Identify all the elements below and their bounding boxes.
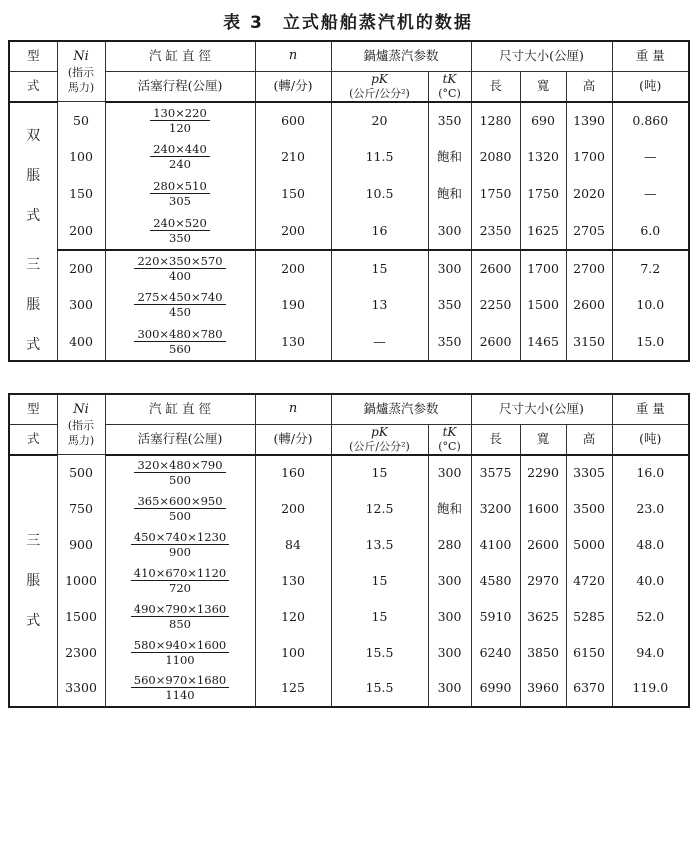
temperature-cell: 300	[428, 635, 471, 671]
table-row	[9, 455, 689, 491]
width-cell: 1600	[520, 491, 566, 527]
header-ni-sub: (指示	[67, 66, 95, 80]
table-1-body	[9, 102, 689, 361]
cylinder-diameters: 130×220	[150, 107, 210, 121]
piston-stroke: 500	[169, 508, 191, 523]
cylinder-diameters: 450×740×1230	[131, 531, 229, 545]
cylinder-fraction	[131, 674, 229, 701]
cylinder-diameters: 365×600×950	[134, 495, 225, 509]
length-cell: 4580	[471, 563, 520, 599]
ni-cell: 100	[57, 139, 105, 176]
cylinder-diameters: 240×520	[150, 217, 210, 231]
cylinder-fraction	[134, 291, 225, 318]
weight-cell: 48.0	[612, 527, 689, 563]
type-char: 脹	[26, 572, 41, 589]
ni-cell: 150	[57, 176, 105, 213]
table-row	[9, 287, 689, 324]
piston-stroke: 400	[169, 268, 191, 283]
table-row	[9, 671, 689, 707]
rpm-cell: 120	[255, 599, 331, 635]
height-cell: 2600	[566, 287, 612, 324]
length-cell: 2600	[471, 324, 520, 361]
cylinder-fraction	[150, 180, 210, 207]
header-weight-unit: (吨)	[612, 424, 689, 455]
weight-cell: 23.0	[612, 491, 689, 527]
height-cell: 3500	[566, 491, 612, 527]
height-cell: 2700	[566, 250, 612, 287]
temperature-cell: 300	[428, 213, 471, 250]
header-n-unit: (轉/分)	[255, 424, 331, 455]
piston-stroke: 850	[169, 616, 191, 631]
ni-cell: 3300	[57, 671, 105, 707]
width-cell: 690	[520, 102, 566, 139]
cylinder-cell	[105, 213, 255, 250]
header-pk-unit: (公斤/公分²)	[349, 440, 410, 454]
cylinder-diameters: 490×790×1360	[131, 603, 229, 617]
header-ni	[57, 394, 105, 455]
ni-cell: 200	[57, 250, 105, 287]
header-tk-unit: (°C)	[438, 440, 461, 454]
width-cell: 2970	[520, 563, 566, 599]
height-cell: 3305	[566, 455, 612, 491]
height-cell: 1700	[566, 139, 612, 176]
type-char: 式	[26, 336, 41, 353]
width-cell: 3850	[520, 635, 566, 671]
pressure-cell: 15	[331, 563, 428, 599]
weight-cell: —	[612, 176, 689, 213]
header-ni-sub: (指示	[67, 419, 95, 433]
table-row	[9, 599, 689, 635]
header-cylinder: 汽 缸 直 徑	[105, 41, 255, 71]
cylinder-cell	[105, 491, 255, 527]
piston-stroke: 240	[169, 157, 191, 172]
height-cell: 2020	[566, 176, 612, 213]
cylinder-fraction	[131, 567, 229, 594]
cylinder-fraction	[150, 217, 210, 244]
weight-cell: 7.2	[612, 250, 689, 287]
temperature-cell: 350	[428, 324, 471, 361]
cylinder-cell	[105, 455, 255, 491]
header-pk	[331, 71, 428, 102]
cylinder-fraction	[131, 639, 229, 666]
header-pk-symbol: pK	[371, 71, 388, 86]
width-cell: 1750	[520, 176, 566, 213]
ni-cell: 500	[57, 455, 105, 491]
piston-stroke: 500	[169, 473, 191, 488]
temperature-cell: 300	[428, 671, 471, 707]
header-height: 高	[566, 424, 612, 455]
ni-cell: 200	[57, 213, 105, 250]
width-cell: 3625	[520, 599, 566, 635]
weight-cell: 119.0	[612, 671, 689, 707]
header-size: 尺寸大小(公厘)	[471, 41, 612, 71]
header-boiler: 鍋爐蒸汽参数	[331, 41, 471, 71]
weight-cell: 10.0	[612, 287, 689, 324]
cylinder-cell	[105, 324, 255, 361]
pressure-cell: 16	[331, 213, 428, 250]
pressure-cell: 20	[331, 102, 428, 139]
cylinder-diameters: 240×440	[150, 143, 210, 157]
rpm-cell: 600	[255, 102, 331, 139]
length-cell: 2080	[471, 139, 520, 176]
cylinder-cell	[105, 139, 255, 176]
spec-table-2	[8, 393, 690, 708]
ni-cell: 300	[57, 287, 105, 324]
header-ni	[57, 41, 105, 102]
header-type-bottom: 式	[9, 71, 57, 102]
length-cell: 2600	[471, 250, 520, 287]
pressure-cell: 13.5	[331, 527, 428, 563]
temperature-cell: 飽和	[428, 491, 471, 527]
cylinder-diameters: 280×510	[150, 180, 210, 194]
header-ni-symbol: Ni	[73, 49, 89, 65]
ni-cell: 50	[57, 102, 105, 139]
piston-stroke: 350	[169, 230, 191, 245]
width-cell: 2600	[520, 527, 566, 563]
weight-cell: 52.0	[612, 599, 689, 635]
pressure-cell: 12.5	[331, 491, 428, 527]
type-char: 三	[26, 532, 41, 549]
cylinder-diameters: 560×970×1680	[131, 674, 229, 688]
header-length: 長	[471, 71, 520, 102]
header-weight: 重 量	[612, 41, 689, 71]
pressure-cell: 15	[331, 250, 428, 287]
header-weight-unit: (吨)	[612, 71, 689, 102]
table-row	[9, 139, 689, 176]
ni-cell: 750	[57, 491, 105, 527]
table-row	[9, 250, 689, 287]
table-2-body	[9, 455, 689, 707]
height-cell: 2705	[566, 213, 612, 250]
header-n	[255, 394, 331, 424]
height-cell: 5000	[566, 527, 612, 563]
table-row	[9, 563, 689, 599]
header-n-unit: (轉/分)	[255, 71, 331, 102]
height-cell: 6370	[566, 671, 612, 707]
weight-cell: 15.0	[612, 324, 689, 361]
rpm-cell: 130	[255, 324, 331, 361]
header-stroke: 活塞行程(公厘)	[105, 424, 255, 455]
pressure-cell: 15.5	[331, 671, 428, 707]
piston-stroke: 900	[169, 544, 191, 559]
rpm-cell: 100	[255, 635, 331, 671]
ni-cell: 2300	[57, 635, 105, 671]
width-cell: 1625	[520, 213, 566, 250]
cylinder-fraction	[134, 328, 225, 355]
cylinder-fraction	[150, 143, 210, 170]
length-cell: 2250	[471, 287, 520, 324]
rpm-cell: 125	[255, 671, 331, 707]
cylinder-cell	[105, 599, 255, 635]
cylinder-cell	[105, 250, 255, 287]
header-tk	[428, 71, 471, 102]
weight-cell: 94.0	[612, 635, 689, 671]
rpm-cell: 210	[255, 139, 331, 176]
header-type-top: 型	[9, 41, 57, 71]
cylinder-diameters: 220×350×570	[134, 255, 225, 269]
piston-stroke: 120	[169, 120, 191, 135]
ni-cell: 900	[57, 527, 105, 563]
header-n-symbol: n	[288, 401, 298, 417]
header-width: 寬	[520, 71, 566, 102]
piston-stroke: 450	[169, 305, 191, 320]
width-cell: 3960	[520, 671, 566, 707]
pressure-cell: 11.5	[331, 139, 428, 176]
piston-stroke: 720	[169, 580, 191, 595]
piston-stroke: 1100	[165, 652, 195, 667]
temperature-cell: 300	[428, 455, 471, 491]
type-char: 三	[26, 256, 41, 273]
temperature-cell: 飽和	[428, 176, 471, 213]
length-cell: 1280	[471, 102, 520, 139]
type-cell	[9, 250, 57, 361]
table-row	[9, 635, 689, 671]
rpm-cell: 190	[255, 287, 331, 324]
pressure-cell: 10.5	[331, 176, 428, 213]
header-size: 尺寸大小(公厘)	[471, 394, 612, 424]
length-cell: 1750	[471, 176, 520, 213]
piston-stroke: 560	[169, 341, 191, 356]
cylinder-cell	[105, 527, 255, 563]
header-tk-symbol: tK	[442, 424, 457, 439]
temperature-cell: 350	[428, 102, 471, 139]
header-cylinder: 汽 缸 直 徑	[105, 394, 255, 424]
width-cell: 1700	[520, 250, 566, 287]
length-cell: 5910	[471, 599, 520, 635]
height-cell: 1390	[566, 102, 612, 139]
cylinder-diameters: 410×670×1120	[131, 567, 229, 581]
header-boiler: 鍋爐蒸汽参数	[331, 394, 471, 424]
temperature-cell: 飽和	[428, 139, 471, 176]
height-cell: 6150	[566, 635, 612, 671]
length-cell: 3575	[471, 455, 520, 491]
cylinder-fraction	[131, 603, 229, 630]
header-type-top: 型	[9, 394, 57, 424]
pressure-cell: —	[331, 324, 428, 361]
header-stroke: 活塞行程(公厘)	[105, 71, 255, 102]
length-cell: 2350	[471, 213, 520, 250]
header-tk-symbol: tK	[442, 71, 457, 86]
cylinder-cell	[105, 287, 255, 324]
temperature-cell: 300	[428, 563, 471, 599]
width-cell: 2290	[520, 455, 566, 491]
cylinder-diameters: 300×480×780	[134, 328, 225, 342]
cylinder-fraction	[134, 255, 225, 282]
weight-cell: 40.0	[612, 563, 689, 599]
cylinder-cell	[105, 671, 255, 707]
ni-cell: 1000	[57, 563, 105, 599]
table-row	[9, 176, 689, 213]
table-title: 表 3 立式船舶蒸汽机的数据	[223, 13, 473, 33]
type-cell	[9, 102, 57, 250]
type-char: 脹	[26, 168, 41, 185]
header-pk	[331, 424, 428, 455]
header-ni-sub2: 馬力)	[67, 80, 95, 94]
cylinder-cell	[105, 563, 255, 599]
header-length: 長	[471, 424, 520, 455]
header-n	[255, 41, 331, 71]
temperature-cell: 300	[428, 250, 471, 287]
cylinder-fraction	[131, 531, 229, 558]
cylinder-cell	[105, 635, 255, 671]
header-height: 高	[566, 71, 612, 102]
header-tk-unit: (°C)	[438, 87, 461, 101]
header-ni-symbol: Ni	[73, 402, 89, 418]
rpm-cell: 130	[255, 563, 331, 599]
header-type-bottom: 式	[9, 424, 57, 455]
cylinder-diameters: 320×480×790	[134, 459, 225, 473]
width-cell: 1320	[520, 139, 566, 176]
cylinder-diameters: 580×940×1600	[131, 639, 229, 653]
length-cell: 4100	[471, 527, 520, 563]
spec-table-1	[8, 40, 690, 362]
header-pk-symbol: pK	[371, 424, 388, 439]
weight-cell: —	[612, 139, 689, 176]
table-row	[9, 102, 689, 139]
header-ni-sub2: 馬力)	[67, 433, 95, 447]
pressure-cell: 15	[331, 455, 428, 491]
pressure-cell: 13	[331, 287, 428, 324]
width-cell: 1500	[520, 287, 566, 324]
width-cell: 1465	[520, 324, 566, 361]
weight-cell: 0.860	[612, 102, 689, 139]
cylinder-diameters: 275×450×740	[134, 291, 225, 305]
length-cell: 6990	[471, 671, 520, 707]
cylinder-fraction	[134, 495, 225, 522]
header-pk-unit: (公斤/公分²)	[349, 87, 410, 101]
rpm-cell: 200	[255, 213, 331, 250]
temperature-cell: 280	[428, 527, 471, 563]
rpm-cell: 84	[255, 527, 331, 563]
weight-cell: 6.0	[612, 213, 689, 250]
piston-stroke: 305	[169, 194, 191, 209]
table-row	[9, 527, 689, 563]
type-char: 脹	[26, 296, 41, 313]
type-cell	[9, 455, 57, 707]
table-row	[9, 491, 689, 527]
temperature-cell: 300	[428, 599, 471, 635]
ni-cell: 400	[57, 324, 105, 361]
piston-stroke: 1140	[165, 688, 195, 703]
rpm-cell: 200	[255, 491, 331, 527]
cylinder-cell	[105, 102, 255, 139]
height-cell: 3150	[566, 324, 612, 361]
height-cell: 5285	[566, 599, 612, 635]
type-char: 式	[26, 612, 41, 629]
length-cell: 3200	[471, 491, 520, 527]
table-row	[9, 324, 689, 361]
header-weight: 重 量	[612, 394, 689, 424]
table-row	[9, 213, 689, 250]
cylinder-fraction	[150, 107, 210, 134]
cylinder-fraction	[134, 459, 225, 486]
ni-cell: 1500	[57, 599, 105, 635]
length-cell: 6240	[471, 635, 520, 671]
header-tk	[428, 424, 471, 455]
weight-cell: 16.0	[612, 455, 689, 491]
rpm-cell: 150	[255, 176, 331, 213]
header-n-symbol: n	[288, 48, 298, 64]
type-char: 式	[26, 208, 41, 225]
temperature-cell: 350	[428, 287, 471, 324]
cylinder-cell	[105, 176, 255, 213]
height-cell: 4720	[566, 563, 612, 599]
rpm-cell: 160	[255, 455, 331, 491]
pressure-cell: 15.5	[331, 635, 428, 671]
pressure-cell: 15	[331, 599, 428, 635]
header-width: 寬	[520, 424, 566, 455]
type-char: 双	[26, 128, 41, 145]
rpm-cell: 200	[255, 250, 331, 287]
